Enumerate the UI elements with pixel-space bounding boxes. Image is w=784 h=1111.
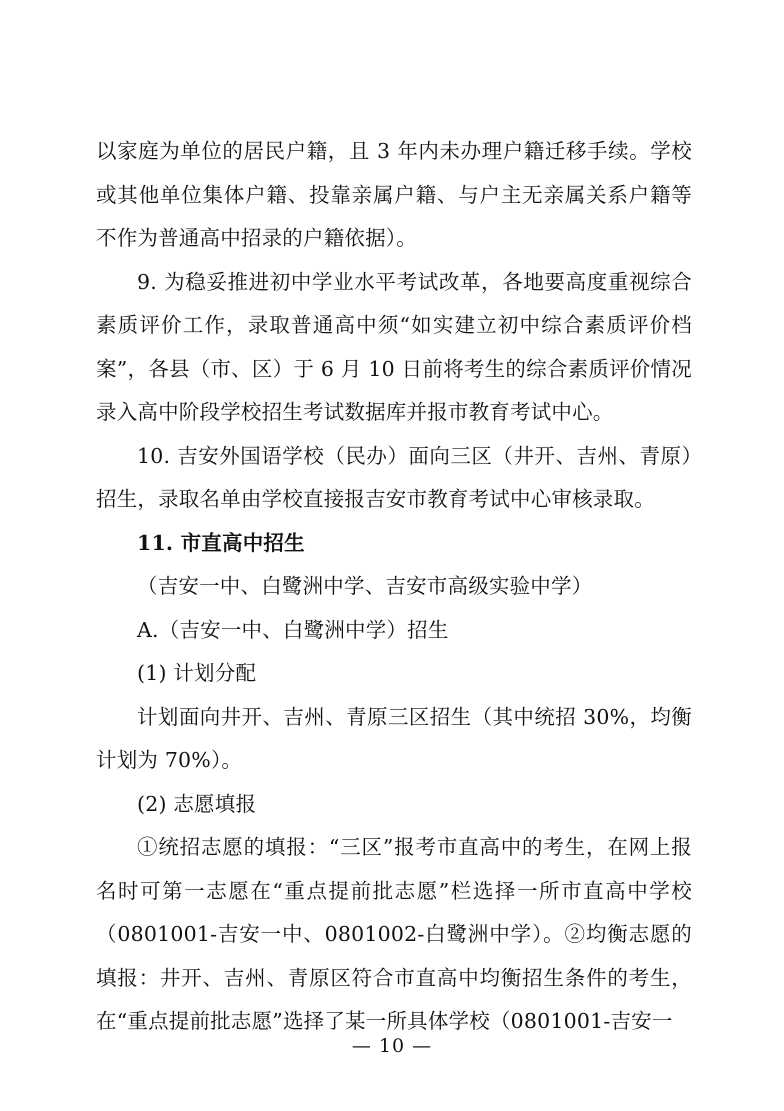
page-number: — 10 —	[351, 1035, 433, 1057]
paragraph-section-a: A.（吉安一中、白鹭洲中学）招生	[137, 617, 449, 642]
paragraph-sub-1-title: (1) 计划分配	[137, 661, 257, 685]
paragraph-item-9: 9. 为稳妥推进初中学业水平考试改革，各地要高度重视综合素质评价工作，录取普通高中须“如实建立初中综合素质评价档案”，各县（市、区）于 6 月 10 日前将考生的综合素质评价情况录入高中阶段学校招生考试数据库并报市教育考试中心。	[96, 269, 692, 424]
paragraph-sub-1-body: 计划面向井开、吉州、青原三区招生（其中统招 30%，均衡计划为 70%）。	[96, 704, 692, 772]
paragraph-item-11-heading: 11. 市直高中招生	[137, 530, 305, 555]
paragraph-sub-2-title: (2) 志愿填报	[137, 791, 257, 816]
paragraph-school-list: （吉安一中、白鹭洲中学、吉安市高级实验中学）	[137, 574, 593, 598]
paragraph-household-registration: 以家庭为单位的居民户籍，且 3 年内未办理户籍迁移手续。学校或其他单位集体户籍、投靠亲属户籍、与户主无亲属关系户籍等不作为普通高中招录的户籍依据）。	[96, 139, 692, 250]
paragraph-item-10: 10. 吉安外国语学校（民办）面向三区（井开、吉州、青原）招生，录取名单由学校直接报吉安市教育考试中心审核录取。	[96, 443, 692, 511]
document-body	[96, 130, 692, 1044]
paragraph-sub-2-body: ①统招志愿的填报：“三区”报考市直高中的考生，在网上报名时可第一志愿在“重点提前批志愿”栏选择一所市直高中学校（0801001-吉安一中、0801002-白鹭洲中学）。②均衡志愿的填报：井开、吉州、青原区符合市直高中均衡招生条件的考生，在“重点提前批志愿”选择了某一所具体学校（0801001-吉安一	[96, 835, 692, 1033]
